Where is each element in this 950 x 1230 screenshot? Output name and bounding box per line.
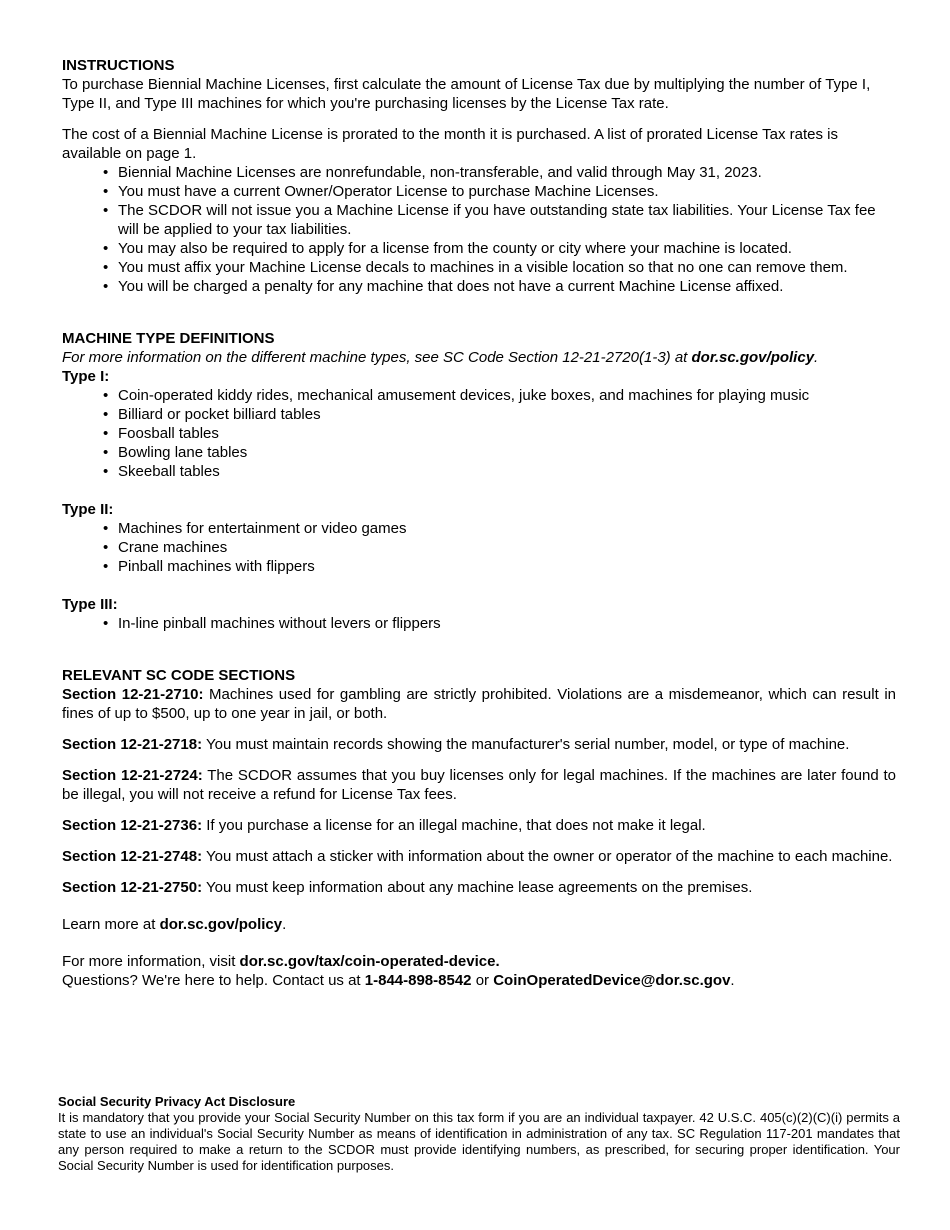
list-item: • You will be charged a penalty for any machine that does not have a current Machine License affixed. xyxy=(62,277,896,296)
learn-more: Learn more at dor.sc.gov/policy. xyxy=(62,916,287,933)
type-3-list xyxy=(62,614,896,633)
definitions-heading: MACHINE TYPE DEFINITIONS xyxy=(62,330,275,347)
code-section-2710: Section 12-21-2710: Machines used for gambling are strictly prohibited. Violations are a misdemeanor, which can result in fines of up to $500, up to one year in jail, or both. xyxy=(62,686,896,722)
privacy-title: Social Security Privacy Act Disclosure xyxy=(58,1094,296,1109)
contact-line: Questions? We're here to help. Contact us at 1-844-898-8542 or CoinOperatedDevice@dor.sc.gov. xyxy=(62,972,735,989)
list-item: • The SCDOR will not issue you a Machine License if you have outstanding state tax liabilities. Your License Tax fee will be applied to your tax liabilities. xyxy=(62,201,896,239)
email-link[interactable]: CoinOperatedDevice@dor.sc.gov xyxy=(493,972,731,989)
coin-operated-device-link[interactable]: dor.sc.gov/tax/coin-operated-device. xyxy=(239,953,500,970)
instructions-paragraph-1: To purchase Biennial Machine Licenses, first calculate the amount of License Tax due by multiplying the number of Type I, Type II, and Type III machines for which you're purchasing licenses by the License Tax rate. xyxy=(62,76,871,112)
list-item: • Billiard or pocket billiard tables xyxy=(62,405,896,424)
code-section-2718: Section 12-21-2718: You must maintain records showing the manufacturer's serial number, model, or type of machine. xyxy=(62,736,850,753)
code-section-2736: Section 12-21-2736: If you purchase a license for an illegal machine, that does not make it legal. xyxy=(62,817,706,834)
list-item: • In-line pinball machines without levers or flippers xyxy=(62,614,896,633)
type-2-label: Type II: xyxy=(62,501,114,518)
list-item: • Biennial Machine Licenses are nonrefundable, non-transferable, and valid through May 31, 2023. xyxy=(62,163,896,182)
list-item: • Bowling lane tables xyxy=(62,443,896,462)
list-item: • Foosball tables xyxy=(62,424,896,443)
instructions-paragraph-2: The cost of a Biennial Machine License is prorated to the month it is purchased. A list of prorated License Tax rates is available on page 1. xyxy=(62,126,838,162)
list-item: • Crane machines xyxy=(62,538,896,557)
list-item: • Skeeball tables xyxy=(62,462,896,481)
list-item: • You must have a current Owner/Operator License to purchase Machine Licenses. xyxy=(62,182,896,201)
list-item: • You must affix your Machine License decals to machines in a visible location so that no one can remove them. xyxy=(62,258,896,277)
document-body xyxy=(62,56,896,990)
instructions-heading: INSTRUCTIONS xyxy=(62,57,175,74)
policy-link[interactable]: dor.sc.gov/policy xyxy=(159,916,283,933)
phone-number[interactable]: 1-844-898-8542 xyxy=(364,972,472,989)
type-3-label: Type III: xyxy=(62,596,118,613)
list-item: • Machines for entertainment or video games xyxy=(62,519,896,538)
type-2-list xyxy=(62,519,896,576)
list-item: • Coin-operated kiddy rides, mechanical amusement devices, juke boxes, and machines for playing music xyxy=(62,386,896,405)
list-item: • You may also be required to apply for a license from the county or city where your machine is located. xyxy=(62,239,896,258)
more-info: For more information, visit dor.sc.gov/tax/coin-operated-device. xyxy=(62,953,500,970)
privacy-disclosure xyxy=(58,1094,900,1174)
policy-link[interactable]: dor.sc.gov/policy xyxy=(691,349,815,366)
code-section-2750: Section 12-21-2750: You must keep information about any machine lease agreements on the premises. xyxy=(62,879,753,896)
code-section-2748: Section 12-21-2748: You must attach a sticker with information about the owner or operator of the machine to each machine. xyxy=(62,848,893,865)
type-1-label: Type I: xyxy=(62,368,110,385)
instructions-list xyxy=(62,163,896,296)
type-1-list xyxy=(62,386,896,481)
code-section-2724: Section 12-21-2724: The SCDOR assumes that you buy licenses only for legal machines. If the machines are later found to be illegal, you will not receive a refund for License Tax fees. xyxy=(62,767,896,803)
list-item: • Pinball machines with flippers xyxy=(62,557,896,576)
code-sections-heading: RELEVANT SC CODE SECTIONS xyxy=(62,667,296,684)
definitions-intro: For more information on the different machine types, see SC Code Section 12-21-2720(1-3) at dor.sc.gov/policy. xyxy=(62,349,819,366)
privacy-body: It is mandatory that you provide your Social Security Number on this tax form if you are an individual taxpayer. 42 U.S.C. 405(c)(2)(C)(i) permits a state to use an individual's Social Security Number as means of identification in administration of any tax. SC Regulation 117-201 mandates that any person required to make a return to the SCDOR must provide identifying numbers, as prescribed, for securing proper identification. Your Social Security Number is used for identification purposes. xyxy=(58,1110,900,1173)
